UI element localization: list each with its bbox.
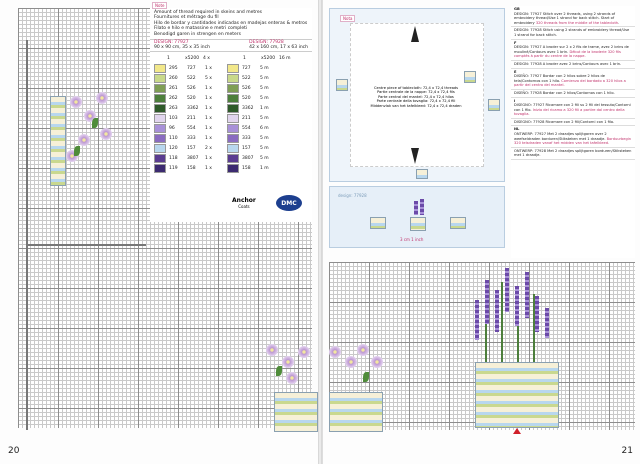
legend-row: [154, 94, 308, 104]
legend-row: [154, 114, 308, 124]
dmc-code: 522: [187, 76, 196, 82]
legend-intro-line: Filato e hilo e matassine e metri completi: [154, 26, 248, 32]
metre-qty: 1 m: [260, 166, 269, 172]
left-page: [0, 0, 319, 464]
note-text: DESIGN: 77928 A broder avec 2 brins/Contours avec 1 brin.: [514, 61, 622, 66]
note-text: DISEÑO: 77927 Bordar con 2 hilos sobre 2 hilos de tela/Contornos con 1 hilo. Comienzo del bordado a 320 hilos a partir del centro del mantel.: [514, 74, 626, 88]
swatch-left: [154, 124, 166, 133]
tablecloth-layout-diagram: [329, 8, 505, 182]
brand-logos: [222, 190, 312, 216]
metre-qty: 5 m: [260, 66, 269, 72]
legend-intro-line: Benodigd garen in strengen en meters: [154, 31, 241, 37]
dmc-code: 157: [187, 146, 196, 152]
legend-intro-line: Fournitures et métrage du fil: [154, 15, 219, 21]
legend-intro-line: Hilo de bordar y cantidades indicadas en madejas enteras & metros: [154, 20, 308, 26]
legend-head-cell: x5200: [185, 56, 200, 62]
instruction-note: [511, 40, 635, 61]
metre-qty: 5 m: [260, 116, 269, 122]
skein-qty: 1 x: [205, 166, 212, 172]
center-text-line: Middenvlak van het tafelkleed: 72,4 x 72,4 draden: [370, 103, 462, 108]
instruction-note: [511, 126, 635, 147]
anchor-code: 118: [169, 156, 178, 162]
metre-qty: 1 m: [260, 106, 269, 112]
metre-qty: 5 m: [260, 76, 269, 82]
dmc-code: 520: [187, 96, 196, 102]
note-text: DESIGN: 77928 Stitch using 2 strands of embroidery thread/Use 1 strand for back stitch.: [514, 28, 630, 37]
legend-intro: [150, 8, 312, 39]
right-page: [322, 0, 640, 464]
border-stitch-vertical: [26, 40, 28, 430]
swatch-right: [227, 94, 239, 103]
instruction-note: [511, 69, 635, 90]
design-code-right: DESIGN: 77928: [249, 40, 284, 46]
metre-qty: 5 m: [260, 146, 269, 152]
legend-row: [154, 64, 308, 74]
corner-pot-icon: [464, 71, 476, 83]
swatch-right: [227, 124, 239, 133]
note-text: ONTWERP: 77927 Met 2 draadjes splijtgaren over 2 weefseldraden borduren/Stiksteken met 1 draadje. Borduurbegin 320 telsdraden vanaf het midden van het tafelkleed.: [514, 132, 632, 146]
instruction-note: [511, 98, 635, 119]
swatch-right: [227, 164, 239, 173]
legend-row: [154, 74, 308, 84]
anchor-code: 263: [169, 106, 178, 112]
instruction-note: [511, 6, 635, 27]
metre-qty: 6 m: [260, 126, 269, 132]
legend-head-cell: 1: [167, 56, 170, 62]
dmc-code-right: 727: [242, 66, 251, 72]
swatch-left: [154, 134, 166, 143]
swatch-left: [154, 84, 166, 93]
metre-qty: 5 m: [260, 136, 269, 142]
note-language-code: NL: [514, 127, 520, 132]
note-text: DESIGN: 77927 Stitch over 2 threads, using 2 strands of embroidery thread/Use 1 strand for back stitch. Start of embroidery 320 threads from the middle of the tablecloth.: [514, 11, 620, 25]
skein-qty: 1 x: [205, 86, 212, 92]
dmc-code: 727: [187, 66, 196, 72]
instruction-note: [511, 119, 635, 127]
metre-qty: 5 m: [260, 96, 269, 102]
swatch-right: [227, 64, 239, 73]
dmc-code: 333: [187, 136, 196, 142]
swatch-left: [154, 64, 166, 73]
instruction-note: [511, 61, 635, 69]
skein-qty: 5 x: [205, 76, 212, 82]
anchor-code: 96: [169, 126, 175, 132]
anchor-code: 110: [169, 136, 178, 142]
legend-body: [154, 64, 308, 174]
note-tag-right: Nota: [340, 15, 355, 22]
anchor-logo: [232, 197, 256, 209]
dmc-code: 158: [187, 166, 196, 172]
instruction-notes: [511, 6, 635, 258]
dmc-code: 526: [187, 86, 196, 92]
legend-rows: [150, 52, 312, 176]
metre-qty: 5 m: [260, 86, 269, 92]
dmc-code: 211: [187, 116, 196, 122]
legend-row: [154, 164, 308, 174]
anchor-logo-text: Anchor: [232, 197, 256, 204]
dmc-code-right: 554: [242, 126, 251, 132]
runner-pot-icon-center: [410, 217, 426, 231]
legend-header-row: [154, 54, 308, 64]
center-text-line: Centre piece of tablecloth: 72,4 x 72,4 threads: [373, 86, 459, 90]
note-language-code: I: [514, 98, 516, 103]
swatch-right: [227, 114, 239, 123]
note-language-code: E: [514, 69, 517, 74]
dmc-code-right: 333: [242, 136, 251, 142]
instruction-note: [511, 148, 635, 160]
note-text: DISEGNO: 77928 Ricamare con 2 fili/Contorni con 1 filo.: [514, 119, 615, 124]
swatch-right: [227, 74, 239, 83]
runner-lavender: [414, 201, 418, 215]
center-text-line: Partie centrale de la nappe: 72,4 x 72,4 fils: [377, 90, 455, 95]
legend-row: [154, 124, 308, 134]
swatch-left: [154, 94, 166, 103]
design-code-left: DESIGN: 77927: [154, 40, 189, 46]
skein-qty: 1 x: [205, 116, 212, 122]
skein-qty: 1 x: [205, 66, 212, 72]
center-marker-icon: [513, 428, 521, 434]
note-text: DISEÑO: 77928 Bordar con 2 hilos/Contornos con 1 hilo.: [514, 90, 615, 95]
dmc-code-right: 520: [242, 96, 251, 102]
skein-qty: 1 x: [205, 136, 212, 142]
swatch-right: [227, 104, 239, 113]
legend-row: [154, 144, 308, 154]
legend-row: [154, 154, 308, 164]
anchor-code: 120: [169, 146, 178, 152]
skein-qty: 1 x: [205, 96, 212, 102]
page-number-right: 21: [621, 446, 633, 456]
dmc-code-right: 157: [242, 146, 251, 152]
legend-head-cell: 4 x: [203, 56, 210, 62]
anchor-code: 295: [169, 66, 178, 72]
corner-pot-icon: [336, 79, 348, 91]
dmc-code-right: 3807: [242, 156, 254, 162]
note-text: DISEGNO: 77927 Ricamare con 2 fili su 2 fili del tessuto/Contorni con 1 filo. Inizio del ricamo a 320 fili a partire dal centro della tovaglia.: [514, 103, 631, 117]
note-language-code: F: [514, 40, 517, 45]
legend-row: [154, 84, 308, 94]
runner-pot-icon: [370, 217, 386, 229]
legend-head-cell: 1: [243, 56, 246, 62]
dmc-code: 3362: [187, 106, 199, 112]
swatch-left: [154, 164, 166, 173]
design-dims-right: 42 x 160 cm, 17 x 63 inch: [249, 45, 308, 51]
swatch-left: [154, 104, 166, 113]
legend-row: [154, 134, 308, 144]
note-text: ONTWERP: 77928 Met 2 draadjes splijtgaren borduren/Stiksteken met 1 draadje.: [514, 148, 632, 158]
note-tag-left: Note: [152, 2, 167, 9]
swatch-left: [154, 154, 166, 163]
dmc-code-right: 211: [242, 116, 251, 122]
legend-head-cell: x5200: [261, 56, 276, 62]
runner-pot-icon: [450, 217, 466, 229]
tablecloth-center: [350, 23, 484, 167]
dmc-code: 554: [187, 126, 196, 132]
dmc-logo: DMC: [276, 195, 302, 211]
anchor-code: 260: [169, 76, 178, 82]
swatch-left: [154, 114, 166, 123]
dmc-code-right: 522: [242, 76, 251, 82]
swatch-right: [227, 84, 239, 93]
dmc-code-right: 158: [242, 166, 251, 172]
runner-lavender: [420, 199, 424, 215]
anchor-code: 262: [169, 96, 178, 102]
skein-qty: 1 x: [205, 106, 212, 112]
legend-row: [154, 104, 308, 114]
runner-layout-diagram: [329, 186, 505, 248]
runner-measure: 3 cm 1 inch: [400, 237, 424, 242]
center-text-line: Parte centrale della tovaglia: 72,4 x 72,4 fili: [376, 99, 456, 104]
center-text-line: Parte central del mantel: 72,4 x 72,4 hilos: [378, 94, 454, 99]
swatch-right: [227, 134, 239, 143]
page-number-left: 20: [8, 446, 20, 456]
legend-head-cell: 16 m: [279, 56, 291, 62]
note-language-code: GB: [514, 7, 520, 11]
skein-qty: 1 x: [205, 126, 212, 132]
legend-intro-line: Amount of thread required in skeins and metres: [154, 10, 262, 15]
dmc-code: 3807: [187, 156, 199, 162]
anchor-code: 103: [169, 116, 178, 122]
swatch-right: [227, 154, 239, 163]
swatch-left: [154, 144, 166, 153]
anchor-code: 261: [169, 86, 178, 92]
anchor-logo-sub: Coats: [238, 204, 250, 209]
border-stitch-line: [26, 244, 146, 246]
skein-qty: 1 x: [205, 156, 212, 162]
note-text: DESIGN: 77927 A broder sur 2 x 2 fils de trame, avec 2 brins de mouliné/Contours avec 1 brin. Début de la broderie 320 fils comptés à partir du centre de la nappe.: [514, 45, 629, 59]
runner-code-label: design: 77928: [338, 193, 367, 198]
swatch-right: [227, 144, 239, 153]
dmc-code-right: 3362: [242, 106, 254, 112]
swatch-left: [154, 74, 166, 83]
design-dims-left: 90 x 90 cm, 35 x 35 inch: [154, 45, 210, 51]
instruction-note: [511, 90, 635, 98]
instruction-note: [511, 27, 635, 39]
corner-pot-icon: [416, 169, 428, 179]
metre-qty: 5 m: [260, 156, 269, 162]
corner-pot-icon: [488, 99, 500, 111]
dmc-code-right: 526: [242, 86, 251, 92]
anchor-code: 119: [169, 166, 178, 172]
design-sizes: [150, 39, 312, 52]
skein-qty: 2 x: [205, 146, 212, 152]
